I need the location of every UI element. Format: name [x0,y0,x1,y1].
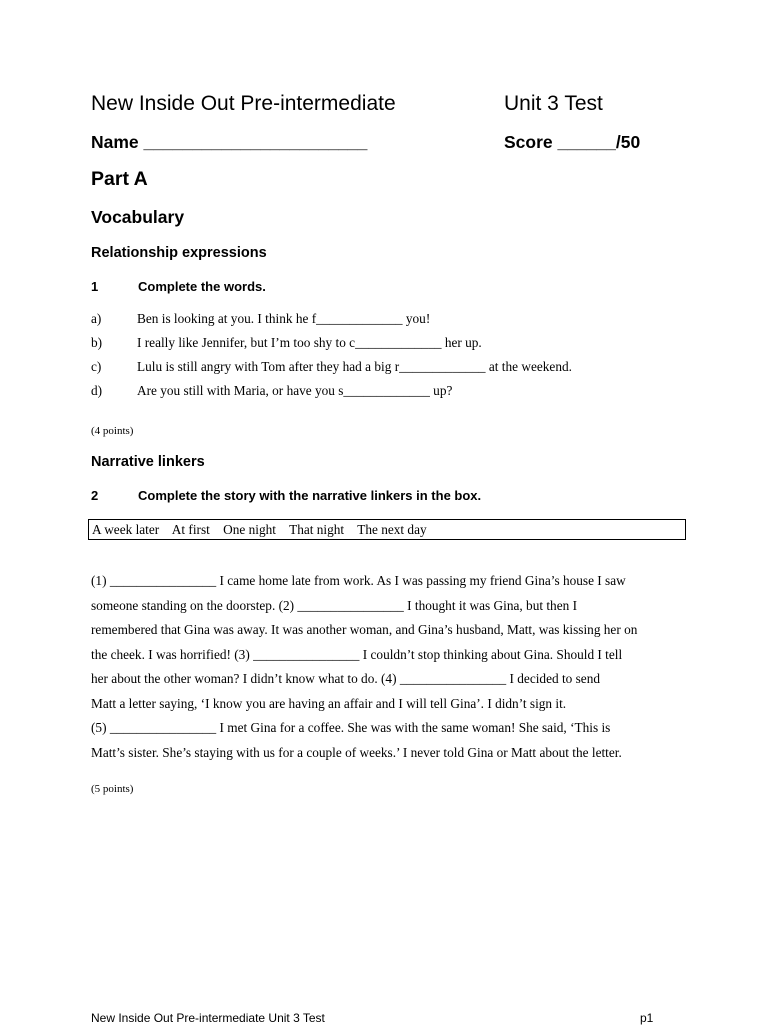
story-text [91,569,691,765]
story-line: Matt’s sister. She’s staying with us for a couple of weeks.’ I never told Gina or Matt about the letter. [91,744,622,760]
story-line: someone standing on the doorstep. (2) ________________ I thought it was Gina, but then I [91,597,578,613]
test-title: Unit 3 Test [504,92,603,115]
story-line: her about the other woman? I didn’t know what to do. (4) ________________ I decided to send [91,671,600,686]
part-heading: Part A [91,168,148,190]
exercise2-heading: Narrative linkers [91,454,205,470]
word-box-item: A week later [92,522,160,537]
exercise2-points: (5 points) [91,783,134,795]
story-line: (5) ________________ I met Gina for a coffee. She was with the same woman! She said, ‘This is [91,720,611,735]
exercise1-instruction: Complete the words. [138,279,266,294]
story-line: remembered that Gina was away. It was another woman, and Gina’s husband, Matt, was kissing her on [91,622,638,637]
exercise1-item-text: Are you still with Maria, or have you s_____________ up? [137,383,453,398]
exercise1-item-text: I really like Jennifer, but I’m too shy to c_____________ her up. [137,335,482,350]
name-field: Name _______________________ [91,132,368,152]
story-line: (1) ________________ I came home late from work. As I was passing my friend Gina’s house I saw [91,573,626,588]
exercise1-item-letter: a) [91,311,102,326]
exercise1-heading: Relationship expressions [91,245,267,261]
exercise2-number: 2 [91,488,99,503]
word-box-item: That night [289,522,345,537]
exercise1-item-text: Ben is looking at you. I think he f_____________ you! [137,311,431,326]
exercise1-item-text: Lulu is still angry with Tom after they had a big r_____________ at the weekend. [137,359,572,374]
exercise1-item-letter: c) [91,359,102,374]
score-field: Score ______/50 [504,132,641,152]
word-box-item: One night [223,522,276,537]
story-line: Matt a letter saying, ‘I know you are having an affair and I will tell Gina’. I didn’t sign it. [91,695,567,711]
section-heading: Vocabulary [91,207,185,227]
footer-title: New Inside Out Pre-intermediate Unit 3 Test [91,1011,325,1025]
page-number: p1 [640,1011,654,1025]
word-box-item: At first [171,522,210,537]
story-line: the cheek. I was horrified! (3) ________________ I couldn’t stop thinking about Gina. Should I tell [91,646,623,662]
word-box-item: The next day [357,522,427,537]
document-title: New Inside Out Pre-intermediate [91,92,396,115]
exercise1-item-letter: d) [91,383,103,398]
word-box [88,519,686,540]
exercise1-item-letter: b) [91,335,103,350]
exercise1-number: 1 [91,279,99,294]
exercise1-points: (4 points) [91,425,134,437]
exercise2-instruction: Complete the story with the narrative linkers in the box. [138,488,482,503]
